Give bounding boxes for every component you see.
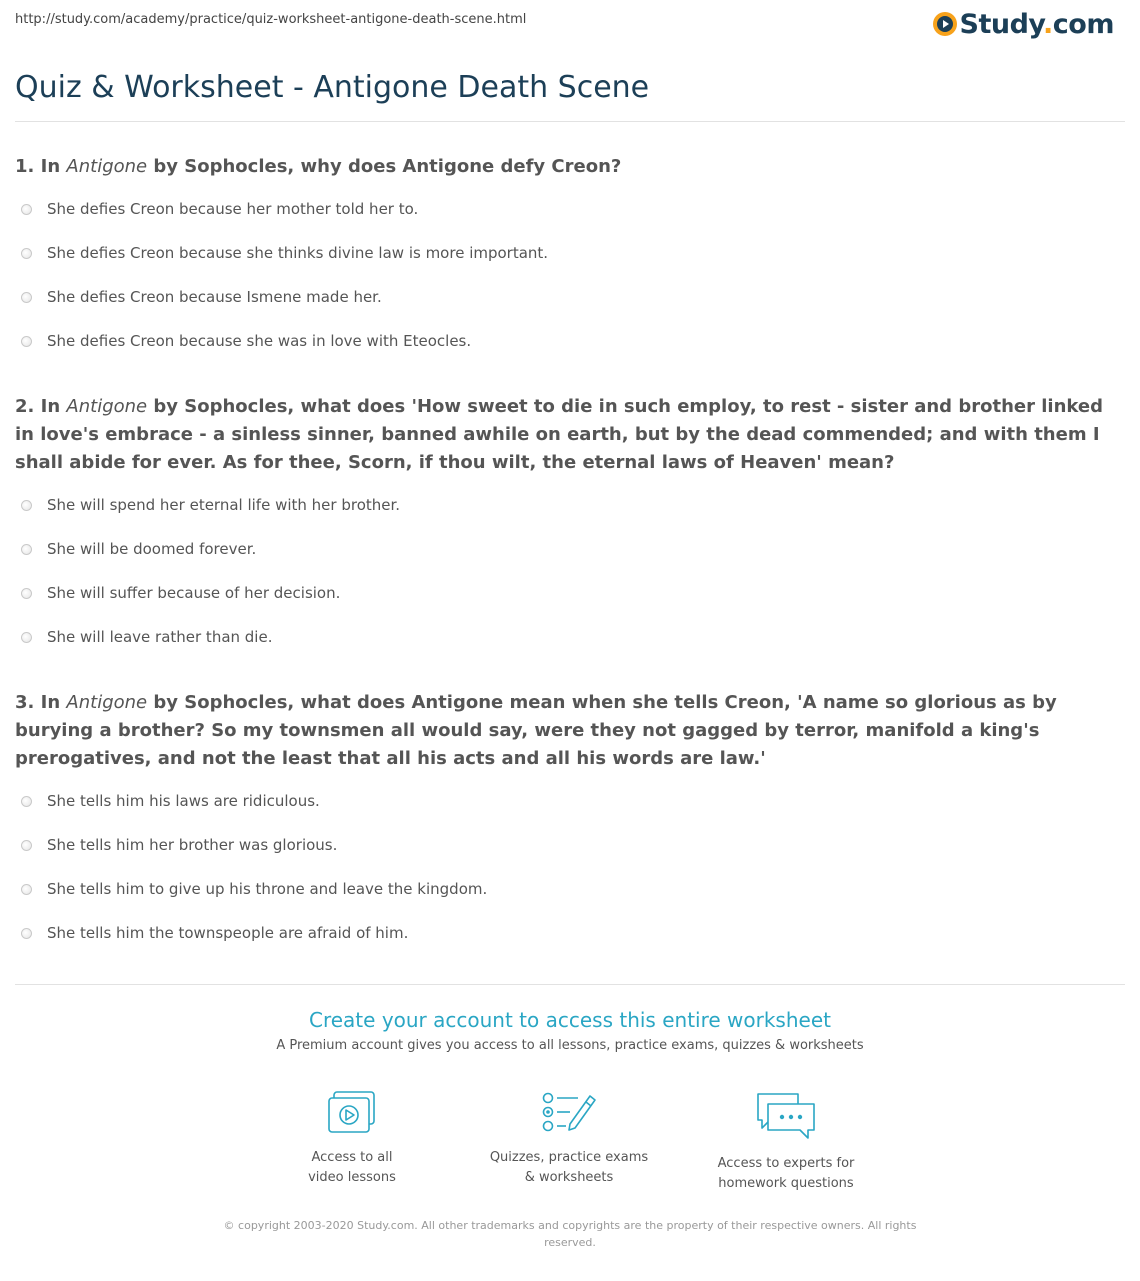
copyright-line: © copyright 2003-2020 Study.com. All other trademarks and copyrights are the property of their respective owners. All rights <box>223 1219 917 1232</box>
question-1: 1. In Antigone by Sophocles, why does Antigone defy Creon? <box>15 156 622 177</box>
answer-option[interactable]: She tells him her brother was glorious. <box>21 836 337 854</box>
feature-label: video lessons <box>308 1170 396 1185</box>
feature-label: Access to all <box>311 1150 393 1165</box>
answer-option[interactable]: She will spend her eternal life with her brother. <box>21 496 400 514</box>
question-2: 2. In Antigone by Sophocles, what does 'How sweet to die in such employ, to rest - sister and brother linked in love's embrace - a sinless sinner, banned awhile on earth, but by the dead commended; and with them I shall abide for ever. As for thee, Scorn, if thou wilt, the eternal laws of Heaven' mean? <box>15 396 1103 473</box>
question-3: 3. In Antigone by Sophocles, what does Antigone mean when she tells Creon, 'A name so glorious as by burying a brother? So my townsmen all would say, were they not gagged by terror, manifold a king's prerogatives, and not the least that all his acts and all his words are law.' <box>15 692 1057 769</box>
cta-subtitle: A Premium account gives you access to all lessons, practice exams, quizzes & worksheets <box>276 1038 864 1053</box>
logo-text: Study.com <box>959 8 1114 40</box>
page-url: http://study.com/academy/practice/quiz-worksheet-antigone-death-scene.html <box>15 12 527 27</box>
feature-label: Access to experts for <box>717 1156 855 1171</box>
radio-button-icon[interactable] <box>21 632 32 643</box>
top-bar <box>0 0 1140 50</box>
page-title: Quiz & Worksheet - Antigone Death Scene <box>15 70 650 105</box>
radio-button-icon[interactable] <box>21 500 32 511</box>
answer-option[interactable]: She tells him to give up his throne and leave the kingdom. <box>21 880 487 898</box>
title-divider <box>15 121 1125 122</box>
feature-video-lessons <box>252 1090 452 1188</box>
answer-option[interactable]: She defies Creon because she was in love with Eteocles. <box>21 332 471 350</box>
answer-option[interactable]: She defies Creon because her mother told her to. <box>21 200 418 218</box>
feature-label: & worksheets <box>524 1170 614 1185</box>
study-logo[interactable] <box>933 8 1115 40</box>
answer-option[interactable]: She will leave rather than die. <box>21 628 272 646</box>
answer-option[interactable]: She defies Creon because she thinks divine law is more important. <box>21 244 548 262</box>
radio-button-icon[interactable] <box>21 796 32 807</box>
radio-button-icon[interactable] <box>21 840 32 851</box>
quiz-checklist-icon <box>540 1090 598 1136</box>
questions-divider <box>15 984 1125 985</box>
feature-label: Quizzes, practice exams <box>489 1150 649 1165</box>
answer-option[interactable]: She defies Creon because Ismene made her. <box>21 288 382 306</box>
radio-button-icon[interactable] <box>21 204 32 215</box>
copyright-line: reserved. <box>544 1236 596 1249</box>
radio-button-icon[interactable] <box>21 248 32 259</box>
answer-option[interactable]: She tells him the townspeople are afraid of him. <box>21 924 408 942</box>
answer-option[interactable]: She will be doomed forever. <box>21 540 256 558</box>
feature-quizzes <box>469 1090 669 1188</box>
radio-button-icon[interactable] <box>21 588 32 599</box>
play-logo-icon <box>933 12 957 36</box>
answer-option[interactable]: She will suffer because of her decision. <box>21 584 340 602</box>
radio-button-icon[interactable] <box>21 292 32 303</box>
radio-button-icon[interactable] <box>21 884 32 895</box>
video-lessons-icon <box>326 1090 378 1136</box>
radio-button-icon[interactable] <box>21 928 32 939</box>
radio-button-icon[interactable] <box>21 336 32 347</box>
answer-option[interactable]: She tells him his laws are ridiculous. <box>21 792 320 810</box>
feature-experts <box>686 1090 886 1194</box>
cta-title[interactable]: Create your account to access this entire worksheet <box>309 1008 831 1032</box>
copyright-notice <box>210 1217 930 1251</box>
chat-bubbles-icon <box>754 1090 818 1142</box>
feature-label: homework questions <box>718 1176 854 1191</box>
radio-button-icon[interactable] <box>21 544 32 555</box>
